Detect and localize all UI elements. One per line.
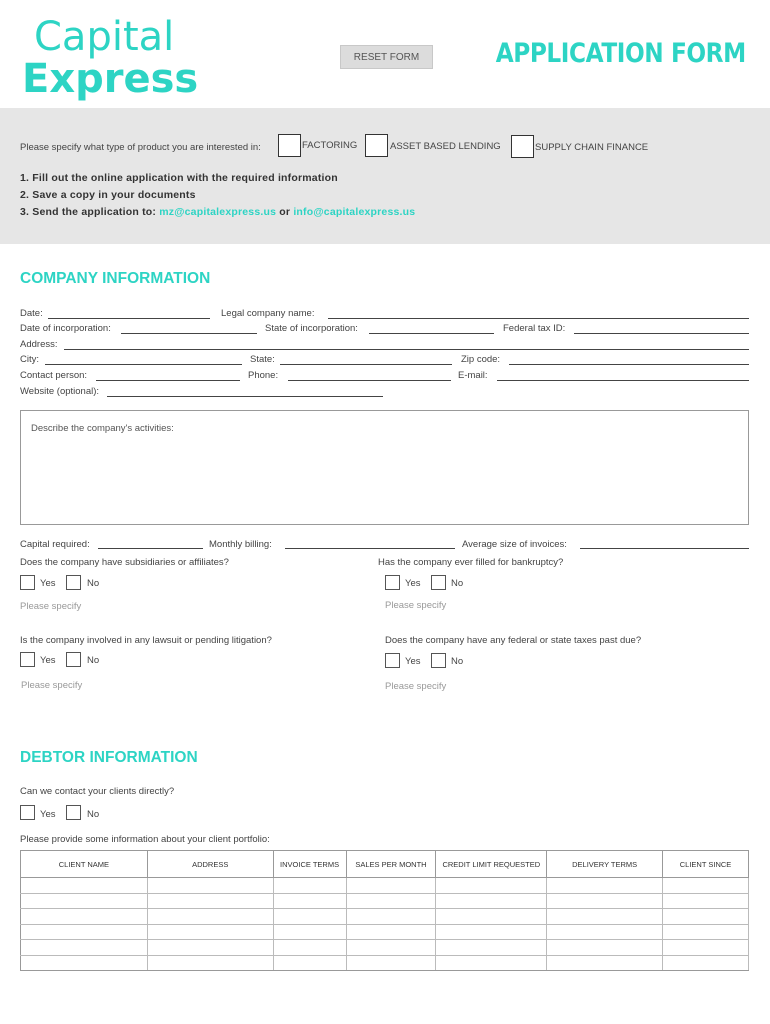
billing-label: Monthly billing: [209, 539, 272, 550]
table-row [21, 893, 749, 909]
table-row [21, 878, 749, 894]
table-cell[interactable] [147, 940, 273, 956]
table-cell[interactable] [21, 893, 148, 909]
capital-label: Capital required: [20, 539, 90, 550]
table-cell[interactable] [21, 878, 148, 894]
lawsuit-yes-checkbox[interactable] [20, 652, 35, 667]
lawsuit-question: Is the company involved in any lawsuit or pending litigation? [20, 635, 272, 646]
table-cell[interactable] [436, 955, 547, 971]
contact-clients-question: Can we contact your clients directly? [20, 786, 175, 797]
table-cell[interactable] [346, 924, 436, 940]
table-cell[interactable] [21, 940, 148, 956]
subsidiaries-specify-field[interactable]: Please specify [20, 601, 82, 612]
table-cell[interactable] [436, 924, 547, 940]
factoring-label: FACTORING [302, 140, 358, 151]
taxes-yes-label: Yes [405, 656, 421, 667]
avg-invoice-field[interactable] [580, 548, 749, 549]
table-cell[interactable] [147, 909, 273, 925]
logo-graphic [20, 12, 220, 102]
col-sales-per-month: SALES PER MONTH [346, 851, 436, 878]
incorp-date-field[interactable] [121, 333, 257, 334]
contact-label: Contact person: [20, 370, 88, 381]
zip-field[interactable] [509, 364, 749, 365]
contact-field[interactable] [96, 380, 240, 381]
contact-clients-yes-label: Yes [40, 809, 56, 820]
client-portfolio-table [20, 850, 749, 971]
taxes-no-label: No [451, 656, 464, 667]
address-field[interactable] [64, 349, 749, 350]
supply-chain-finance-checkbox[interactable] [511, 135, 534, 158]
table-cell[interactable] [663, 893, 749, 909]
asset-based-lending-checkbox[interactable] [365, 134, 388, 157]
table-cell[interactable] [273, 878, 346, 894]
table-header-row [21, 851, 749, 878]
table-cell[interactable] [147, 893, 273, 909]
table-cell[interactable] [346, 955, 436, 971]
bankruptcy-yes-label: Yes [405, 578, 421, 589]
product-question: Please specify what type of product you are interested in: [20, 142, 261, 153]
legal-name-label: Legal company name: [221, 308, 315, 319]
address-label: Address: [20, 339, 58, 350]
tax-id-label: Federal tax ID: [503, 323, 566, 334]
avg-invoice-label: Average size of invoices: [462, 539, 567, 550]
capital-express-logo [20, 12, 220, 102]
table-cell[interactable] [663, 924, 749, 940]
incorp-date-label: Date of incorporation: [20, 323, 111, 334]
table-row [21, 940, 749, 956]
table-cell[interactable] [273, 940, 346, 956]
taxes-no-checkbox[interactable] [431, 653, 446, 668]
step-3-prefix: 3. Send the application to: [20, 206, 160, 218]
instructions [20, 170, 415, 221]
taxes-question: Does the company have any federal or state taxes past due? [385, 635, 642, 646]
bankruptcy-no-checkbox[interactable] [431, 575, 446, 590]
table-cell[interactable] [346, 893, 436, 909]
city-label: City: [20, 354, 39, 365]
lawsuit-specify-field[interactable]: Please specify [21, 680, 83, 691]
table-cell[interactable] [346, 909, 436, 925]
email-field[interactable] [497, 380, 749, 381]
col-client-name: CLIENT NAME [21, 851, 148, 878]
state-field[interactable] [280, 364, 452, 365]
email-link-info[interactable]: info@capitalexpress.us [293, 206, 416, 218]
table-cell[interactable] [346, 940, 436, 956]
table-cell[interactable] [147, 924, 273, 940]
table-row [21, 909, 749, 925]
state-label: State: [250, 354, 275, 365]
phone-label: Phone: [248, 370, 279, 381]
bankruptcy-no-label: No [451, 578, 464, 589]
lawsuit-no-checkbox[interactable] [66, 652, 81, 667]
table-cell[interactable] [547, 909, 663, 925]
supply-chain-finance-label: SUPPLY CHAIN FINANCE [535, 142, 649, 153]
table-row [21, 955, 749, 971]
table-cell[interactable] [663, 940, 749, 956]
table-row [21, 924, 749, 940]
table-cell[interactable] [547, 924, 663, 940]
company-info-title: COMPANY INFORMATION [20, 270, 211, 287]
website-label: Website (optional): [20, 386, 100, 397]
table-cell[interactable] [436, 878, 547, 894]
legal-name-field[interactable] [328, 318, 749, 319]
website-field[interactable] [107, 396, 383, 397]
bankruptcy-specify-field[interactable]: Please specify [385, 600, 447, 611]
billing-field[interactable] [285, 548, 455, 549]
col-client-since: CLIENT SINCE [663, 851, 749, 878]
table-cell[interactable] [547, 955, 663, 971]
table-cell[interactable] [547, 893, 663, 909]
email-link-mz[interactable]: mz@capitalexpress.us [159, 206, 277, 218]
taxes-yes-checkbox[interactable] [385, 653, 400, 668]
logo-line1: Capital [34, 14, 175, 60]
activities-textarea[interactable] [20, 410, 749, 525]
table-cell[interactable] [21, 924, 148, 940]
or-text: or [276, 206, 294, 218]
col-address: ADDRESS [147, 851, 273, 878]
table-cell[interactable] [273, 955, 346, 971]
step-1: 1. Fill out the online application with the required information [20, 172, 338, 184]
subsidiaries-yes-label: Yes [40, 578, 56, 589]
portfolio-prompt: Please provide some information about your client portfolio: [20, 834, 270, 845]
reset-form-button[interactable]: RESET FORM [340, 45, 433, 69]
table-cell[interactable] [147, 955, 273, 971]
contact-clients-no-checkbox[interactable] [66, 805, 81, 820]
city-field[interactable] [45, 364, 242, 365]
col-credit-limit: CREDIT LIMIT REQUESTED [436, 851, 547, 878]
date-label: Date: [20, 308, 43, 319]
table-cell[interactable] [663, 955, 749, 971]
incorp-state-label: State of incorporation: [265, 323, 358, 334]
logo-line2: Express [22, 56, 199, 102]
subsidiaries-yes-checkbox[interactable] [20, 575, 35, 590]
phone-field[interactable] [288, 380, 451, 381]
table-cell[interactable] [663, 909, 749, 925]
zip-label: Zip code: [461, 354, 501, 365]
table-cell[interactable] [436, 940, 547, 956]
asset-based-lending-label: ASSET BASED LENDING [390, 141, 501, 152]
table-cell[interactable] [547, 940, 663, 956]
subsidiaries-question: Does the company have subsidiaries or affiliates? [20, 557, 229, 568]
table-cell[interactable] [273, 924, 346, 940]
table-cell[interactable] [436, 893, 547, 909]
date-field[interactable] [48, 318, 210, 319]
table-cell[interactable] [273, 909, 346, 925]
email-label: E-mail: [458, 370, 488, 381]
taxes-specify-field[interactable]: Please specify [385, 681, 447, 692]
capital-field[interactable] [98, 548, 203, 549]
tax-id-field[interactable] [574, 333, 749, 334]
table-cell[interactable] [346, 878, 436, 894]
table-cell[interactable] [663, 878, 749, 894]
lawsuit-no-label: No [87, 655, 100, 666]
table-cell[interactable] [147, 878, 273, 894]
contact-clients-no-label: No [87, 809, 100, 820]
page-title: APPLICATION FORM [495, 38, 746, 69]
step-3 [20, 204, 415, 221]
lawsuit-yes-label: Yes [40, 655, 56, 666]
contact-clients-yes-checkbox[interactable] [20, 805, 35, 820]
subsidiaries-no-label: No [87, 578, 100, 589]
col-invoice-terms: INVOICE TERMS [273, 851, 346, 878]
factoring-checkbox[interactable] [278, 134, 301, 157]
activities-label: Describe the company's activities: [31, 423, 174, 434]
table-cell[interactable] [436, 909, 547, 925]
subsidiaries-no-checkbox[interactable] [66, 575, 81, 590]
table-cell[interactable] [273, 893, 346, 909]
table-cell[interactable] [21, 955, 148, 971]
bankruptcy-yes-checkbox[interactable] [385, 575, 400, 590]
table-cell[interactable] [21, 909, 148, 925]
table-cell[interactable] [547, 878, 663, 894]
debtor-info-title: DEBTOR INFORMATION [20, 749, 198, 766]
step-2: 2. Save a copy in your documents [20, 189, 196, 201]
bankruptcy-question: Has the company ever filled for bankruptcy? [378, 557, 564, 568]
incorp-state-field[interactable] [369, 333, 494, 334]
col-delivery-terms: DELIVERY TERMS [547, 851, 663, 878]
